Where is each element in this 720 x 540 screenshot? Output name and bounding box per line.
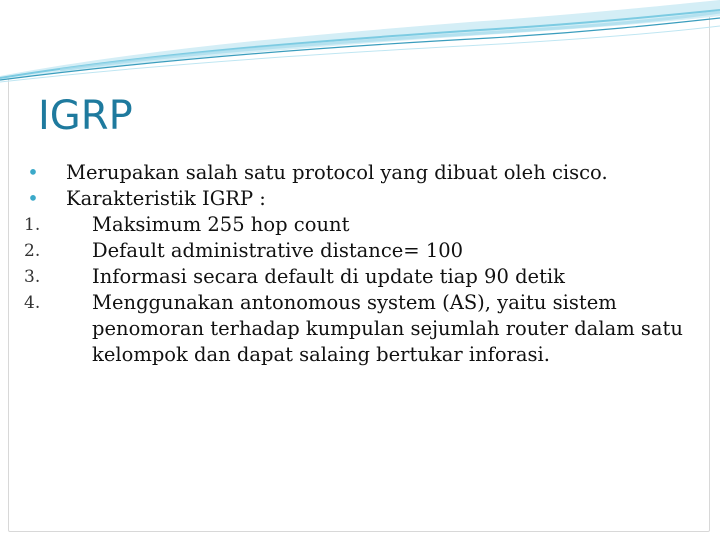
item-number: 2.	[24, 241, 41, 261]
header-wave-decoration	[0, 0, 720, 90]
item-number: 1.	[24, 215, 41, 235]
numbered-item	[22, 212, 692, 238]
item-text: Menggunakan antonomous system (AS), yaitu sistem penomoran terhadap kumpulan sejumlah router dalam satu kelompok dan dapat salaing bertukar inforasi.	[92, 291, 683, 366]
bullet-item	[22, 186, 692, 212]
numbered-item	[22, 264, 692, 290]
item-text: Default administrative distance= 100	[92, 239, 464, 262]
bullet-text: Merupakan salah satu protocol yang dibuat oleh cisco.	[66, 161, 608, 184]
item-number: 4.	[24, 293, 41, 313]
bullet-text: Karakteristik IGRP :	[66, 187, 266, 210]
item-text: Informasi secara default di update tiap 90 detik	[92, 265, 565, 288]
numbered-item	[22, 238, 692, 264]
bullet-dot: •	[27, 161, 39, 184]
item-number: 3.	[24, 267, 41, 287]
page-title: IGRP	[38, 93, 133, 139]
numbered-item	[22, 290, 692, 368]
bullet-dot: •	[27, 187, 39, 210]
bullet-item	[22, 160, 692, 186]
item-text: Maksimum 255 hop count	[92, 213, 350, 236]
slide-body	[22, 160, 692, 368]
